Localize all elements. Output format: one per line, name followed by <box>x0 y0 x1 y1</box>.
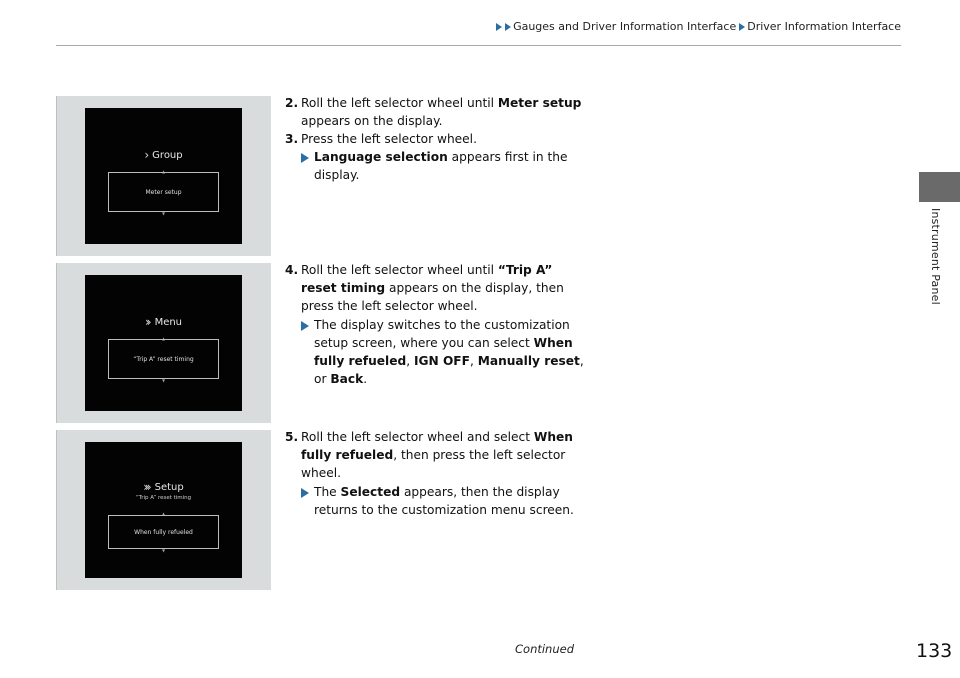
page-number: 133 <box>916 640 953 662</box>
continued-label: Continued <box>515 642 575 656</box>
step-4: 4. Roll the left selector wheel until “Trip A” reset timing appears on the display, then press the left selector wheel. The display switches to the customization setup screen, where you can select When fully refueled, IGN OFF, Manually reset, or Back. <box>285 261 585 388</box>
breadcrumb <box>495 20 901 33</box>
down-arrow-icon: ▼ <box>161 378 166 383</box>
breadcrumb-subsection: Driver Information Interface <box>747 20 901 33</box>
result-triangle-icon <box>301 321 309 331</box>
figure-menu-screen <box>56 263 271 423</box>
triangle-icon <box>496 23 502 31</box>
chapter-label: Instrument Panel <box>929 208 942 305</box>
step-text: Press the left selector wheel. <box>301 132 477 146</box>
step-text: Roll the left selector wheel and select When fully refueled, then press the left selector wheel. <box>301 430 573 481</box>
screen-selection-box: “Trip A” reset timing <box>108 339 219 379</box>
breadcrumb-section: Gauges and Driver Information Interface <box>513 20 737 33</box>
result-triangle-icon <box>301 488 309 498</box>
up-arrow-icon: ▲ <box>161 511 166 516</box>
step-result: The Selected appears, then the display returns to the customization menu screen. <box>301 483 585 519</box>
step-result: The display switches to the customization setup screen, where you can select When fully refueled, IGN OFF, Manually reset, or Back. <box>301 316 585 389</box>
step-5: 5. Roll the left selector wheel and select When fully refueled, then press the left selector wheel. The Selected appears, then the display returns to the customization menu screen. <box>285 428 585 519</box>
up-arrow-icon: ▲ <box>161 169 166 174</box>
chapter-tab <box>919 172 960 202</box>
display-screen <box>85 108 242 244</box>
chevron-right-icon: › <box>144 148 147 162</box>
screen-selection-box: When fully refueled <box>108 515 219 549</box>
screen-selection-box: Meter setup <box>108 172 219 212</box>
double-chevron-icon: ›› <box>144 315 149 329</box>
figure-group-screen <box>56 96 271 256</box>
step-result: Language selection appears first in the display. <box>301 148 585 184</box>
screen-title: › Group <box>144 148 183 162</box>
triangle-icon <box>739 23 745 31</box>
up-arrow-icon: ▲ <box>161 336 166 341</box>
header-divider <box>56 45 901 46</box>
figure-setup-screen <box>56 430 271 590</box>
step-text: Roll the left selector wheel until “Trip A” reset timing appears on the display, then press the left selector wheel. <box>301 263 564 314</box>
display-screen <box>85 442 242 578</box>
display-screen <box>85 275 242 411</box>
triple-chevron-icon: ››› <box>143 480 149 494</box>
screen-subtitle: “Trip A” reset timing <box>135 495 192 501</box>
down-arrow-icon: ▼ <box>161 548 166 553</box>
screen-title: ›› Menu <box>144 315 183 329</box>
step-text: Roll the left selector wheel until Meter setup appears on the display. <box>301 96 582 129</box>
triangle-icon <box>505 23 511 31</box>
screen-title: ››› Setup <box>143 480 184 494</box>
step-2: 2. Roll the left selector wheel until Meter setup appears on the display. <box>285 94 585 130</box>
result-triangle-icon <box>301 153 309 163</box>
step-3: 3. Press the left selector wheel. Language selection appears first in the display. <box>285 130 585 185</box>
down-arrow-icon: ▼ <box>161 211 166 216</box>
